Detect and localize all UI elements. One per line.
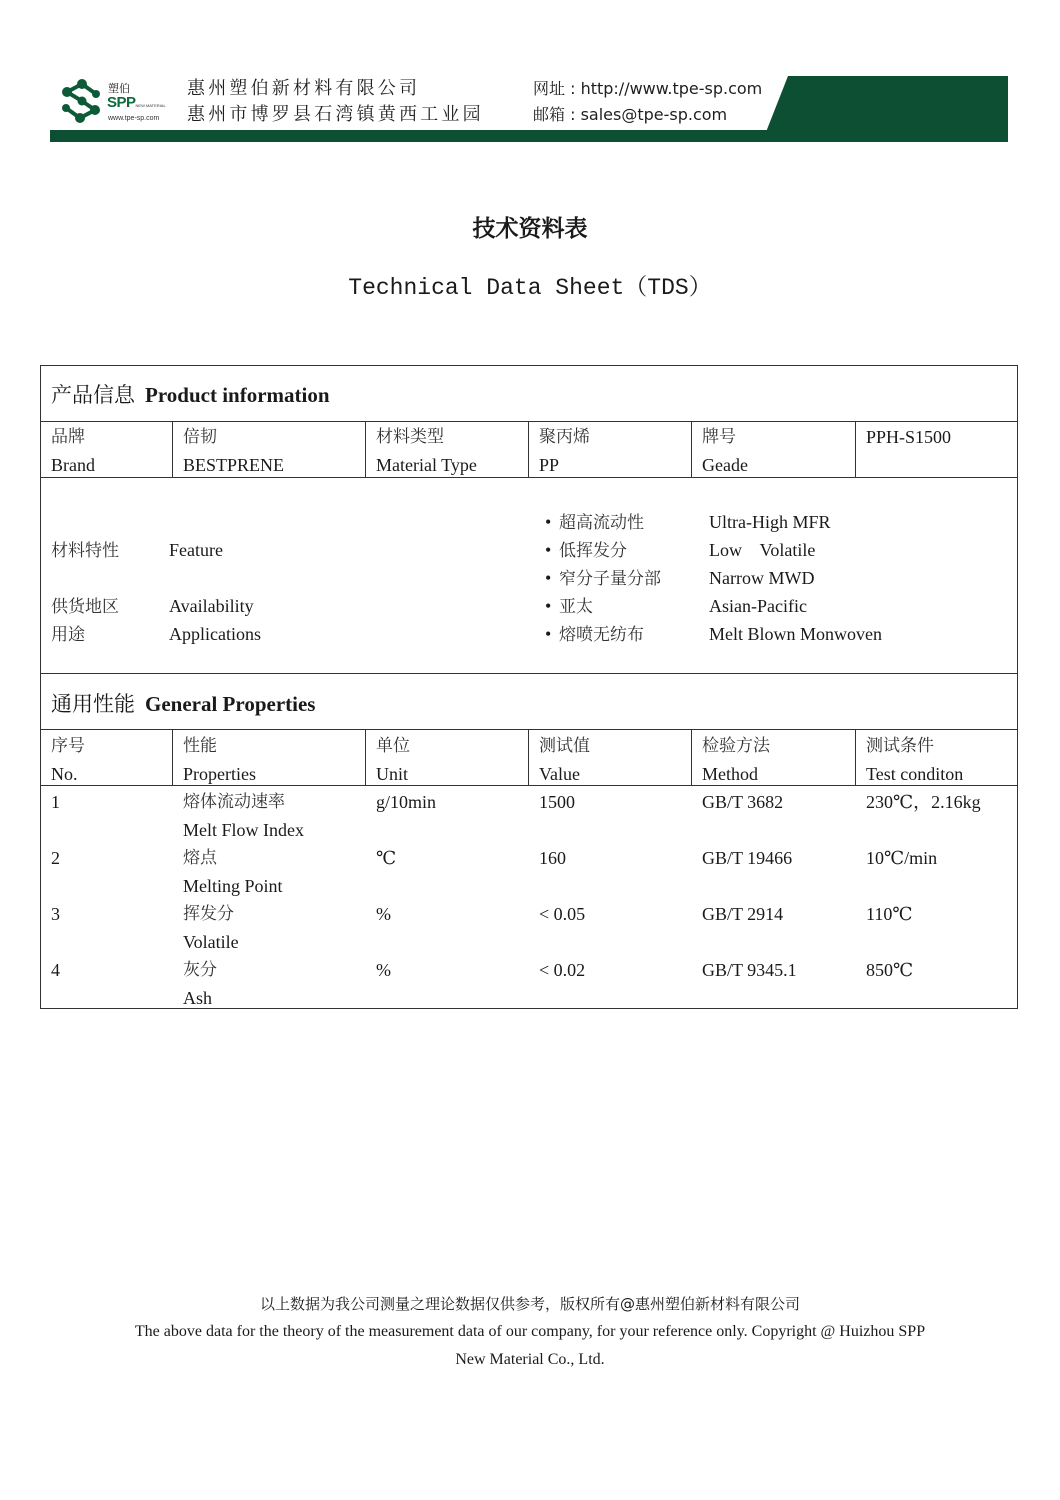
label-cn: 用途	[51, 625, 85, 645]
logo-cn-text: 塑伯	[108, 82, 130, 95]
data-sheet-table	[40, 365, 1018, 1009]
divider	[41, 421, 1017, 422]
bullet-cn: 超高流动性	[559, 513, 644, 533]
property-en: Volatile	[183, 932, 239, 952]
website-link[interactable]: 网址 : http://www.tpe-sp.com	[533, 79, 763, 98]
logo-brand-text	[107, 94, 166, 111]
row-property	[183, 900, 239, 956]
general-properties-heading-cn: 通用性能	[51, 692, 135, 716]
column-cn: 性能	[183, 736, 217, 756]
property-cn: 熔点	[183, 848, 217, 868]
material-type-label-cell	[376, 423, 477, 479]
bullet-cn: 低挥发分	[559, 541, 627, 561]
column-header-no	[51, 732, 85, 788]
cell-cn: 聚丙烯	[539, 427, 590, 447]
bullet-dot-icon: •	[545, 540, 552, 560]
contact-block	[533, 76, 762, 128]
grade-value-cell	[866, 423, 951, 451]
column-header-condition	[866, 732, 963, 788]
row-unit: g/10min	[376, 792, 437, 812]
logo-url: www.tpe-sp.com	[108, 115, 160, 122]
row-unit: %	[376, 960, 391, 980]
column-en: Method	[702, 764, 758, 784]
divider	[41, 477, 1017, 478]
logo-tagline: NEW MATERIAL	[135, 103, 166, 108]
grade-label-cell	[702, 423, 748, 479]
label-cn: 材料特性	[51, 541, 119, 561]
column-header-value	[539, 732, 590, 788]
bullet-en: Low Volatile	[709, 540, 816, 560]
divider	[41, 673, 1017, 674]
divider	[528, 729, 529, 785]
feature-bullet	[545, 508, 831, 537]
availability-label	[51, 592, 254, 621]
general-properties-heading-en: General Properties	[145, 692, 316, 716]
page-title-en: Technical Data Sheet（TDS）	[348, 275, 712, 301]
company-name: 惠州塑伯新材料有限公司	[187, 78, 421, 99]
row-no: 4	[51, 960, 60, 980]
applications-label	[51, 620, 261, 649]
column-cn: 单位	[376, 736, 410, 756]
column-en: Value	[539, 764, 580, 784]
divider	[855, 729, 856, 785]
company-logo	[58, 74, 182, 128]
cell-en: Material Type	[376, 455, 477, 475]
cell-en: Geade	[702, 455, 748, 475]
column-en: Unit	[376, 764, 409, 784]
cell-en: Brand	[51, 455, 95, 475]
column-cn: 序号	[51, 736, 85, 756]
label-en: Availability	[169, 596, 254, 616]
spp-logo-icon	[58, 78, 104, 124]
row-value: 160	[539, 848, 566, 868]
cell-cn: 倍韧	[183, 427, 217, 447]
property-cn: 熔体流动速率	[183, 792, 285, 812]
cell-en: PP	[539, 455, 560, 475]
bullet-dot-icon: •	[545, 568, 552, 588]
row-unit: ℃	[376, 848, 397, 868]
row-value: < 0.02	[539, 960, 586, 980]
row-no: 2	[51, 848, 60, 868]
header-green-banner	[766, 76, 1008, 132]
row-condition: 230℃，2.16kg	[866, 792, 981, 812]
row-method: GB/T 19466	[702, 848, 793, 868]
column-header-unit	[376, 732, 410, 788]
label-en: Applications	[169, 624, 261, 644]
bullet-dot-icon: •	[545, 596, 552, 616]
disclaimer-en-line1: The above data for the theory of the measurement data of our company, for your reference only. Copyright @ Huizhou SPP	[134, 1323, 926, 1340]
product-info-heading	[51, 379, 330, 409]
applications-bullet	[545, 620, 882, 649]
bullet-cn: 窄分子量分部	[559, 569, 661, 589]
row-property	[183, 788, 304, 844]
product-info-heading-en: Product information	[145, 383, 330, 407]
property-en: Melt Flow Index	[183, 820, 304, 840]
company-block	[187, 76, 484, 128]
divider	[365, 729, 366, 785]
letterhead	[50, 70, 1008, 142]
brand-value-cell	[183, 423, 284, 479]
column-en: Properties	[183, 764, 256, 784]
row-method: GB/T 3682	[702, 792, 784, 812]
label-en: Feature	[169, 540, 223, 560]
row-value: < 0.05	[539, 904, 586, 924]
bullet-cn: 熔喷无纺布	[559, 625, 644, 645]
bullet-en: Melt Blown Monwoven	[709, 624, 882, 644]
row-method: GB/T 9345.1	[702, 960, 797, 980]
row-condition: 850℃	[866, 960, 914, 980]
row-value: 1500	[539, 792, 575, 812]
bullet-dot-icon: •	[545, 512, 552, 532]
cell-cn: 品牌	[51, 427, 85, 447]
row-unit: %	[376, 904, 391, 924]
divider	[41, 729, 1017, 730]
property-en: Ash	[183, 988, 213, 1008]
bullet-en: Narrow MWD	[709, 568, 815, 588]
row-no: 3	[51, 904, 60, 924]
bullet-dot-icon: •	[545, 624, 552, 644]
divider	[172, 421, 173, 477]
page-title-cn: 技术资料表	[472, 216, 588, 242]
logo-brand: SPP	[107, 94, 136, 111]
divider	[855, 421, 856, 477]
column-header-properties	[183, 732, 256, 788]
divider	[528, 421, 529, 477]
feature-bullet	[545, 564, 814, 593]
cell-en: PPH-S1500	[866, 427, 952, 447]
divider	[365, 421, 366, 477]
company-address: 惠州市博罗县石湾镇黄西工业园	[187, 104, 484, 125]
material-type-value-cell	[539, 423, 590, 479]
cell-cn: 材料类型	[376, 427, 444, 447]
cell-cn: 牌号	[702, 427, 736, 447]
availability-bullet	[545, 592, 807, 621]
bullet-en: Asian-Pacific	[709, 596, 807, 616]
header-green-strip	[50, 130, 1008, 142]
divider	[691, 421, 692, 477]
row-no: 1	[51, 792, 60, 812]
row-property	[183, 956, 217, 1012]
column-en: Test conditon	[866, 764, 964, 784]
product-info-heading-cn: 产品信息	[51, 383, 135, 407]
divider	[41, 785, 1017, 786]
row-method: GB/T 2914	[702, 904, 784, 924]
property-cn: 灰分	[183, 960, 217, 980]
column-cn: 测试值	[539, 736, 590, 756]
disclaimer-cn: 以上数据为我公司测量之理论数据仅供参考，版权所有@惠州塑伯新材料有限公司	[259, 1295, 800, 1313]
bullet-cn: 亚太	[559, 597, 593, 617]
disclaimer-en-line2: New Material Co., Ltd.	[455, 1351, 605, 1368]
feature-bullet	[545, 536, 815, 565]
bullet-en: Ultra-High MFR	[709, 512, 831, 532]
disclaimer-footer	[60, 1290, 1000, 1374]
label-cn: 供货地区	[51, 597, 119, 617]
brand-label-cell	[51, 423, 95, 479]
row-condition: 110℃	[866, 904, 913, 924]
column-cn: 检验方法	[702, 736, 770, 756]
general-properties-heading	[51, 688, 315, 718]
email-link[interactable]: 邮箱 : sales@tpe-sp.com	[533, 105, 728, 124]
cell-en: BESTPRENE	[183, 455, 285, 475]
row-condition: 10℃/min	[866, 848, 938, 868]
divider	[691, 729, 692, 785]
column-cn: 测试条件	[866, 736, 934, 756]
property-cn: 挥发分	[183, 904, 234, 924]
feature-label	[51, 536, 223, 565]
divider	[172, 729, 173, 785]
column-header-method	[702, 732, 770, 788]
property-en: Melting Point	[183, 876, 283, 896]
row-property	[183, 844, 283, 900]
column-en: No.	[51, 764, 78, 784]
